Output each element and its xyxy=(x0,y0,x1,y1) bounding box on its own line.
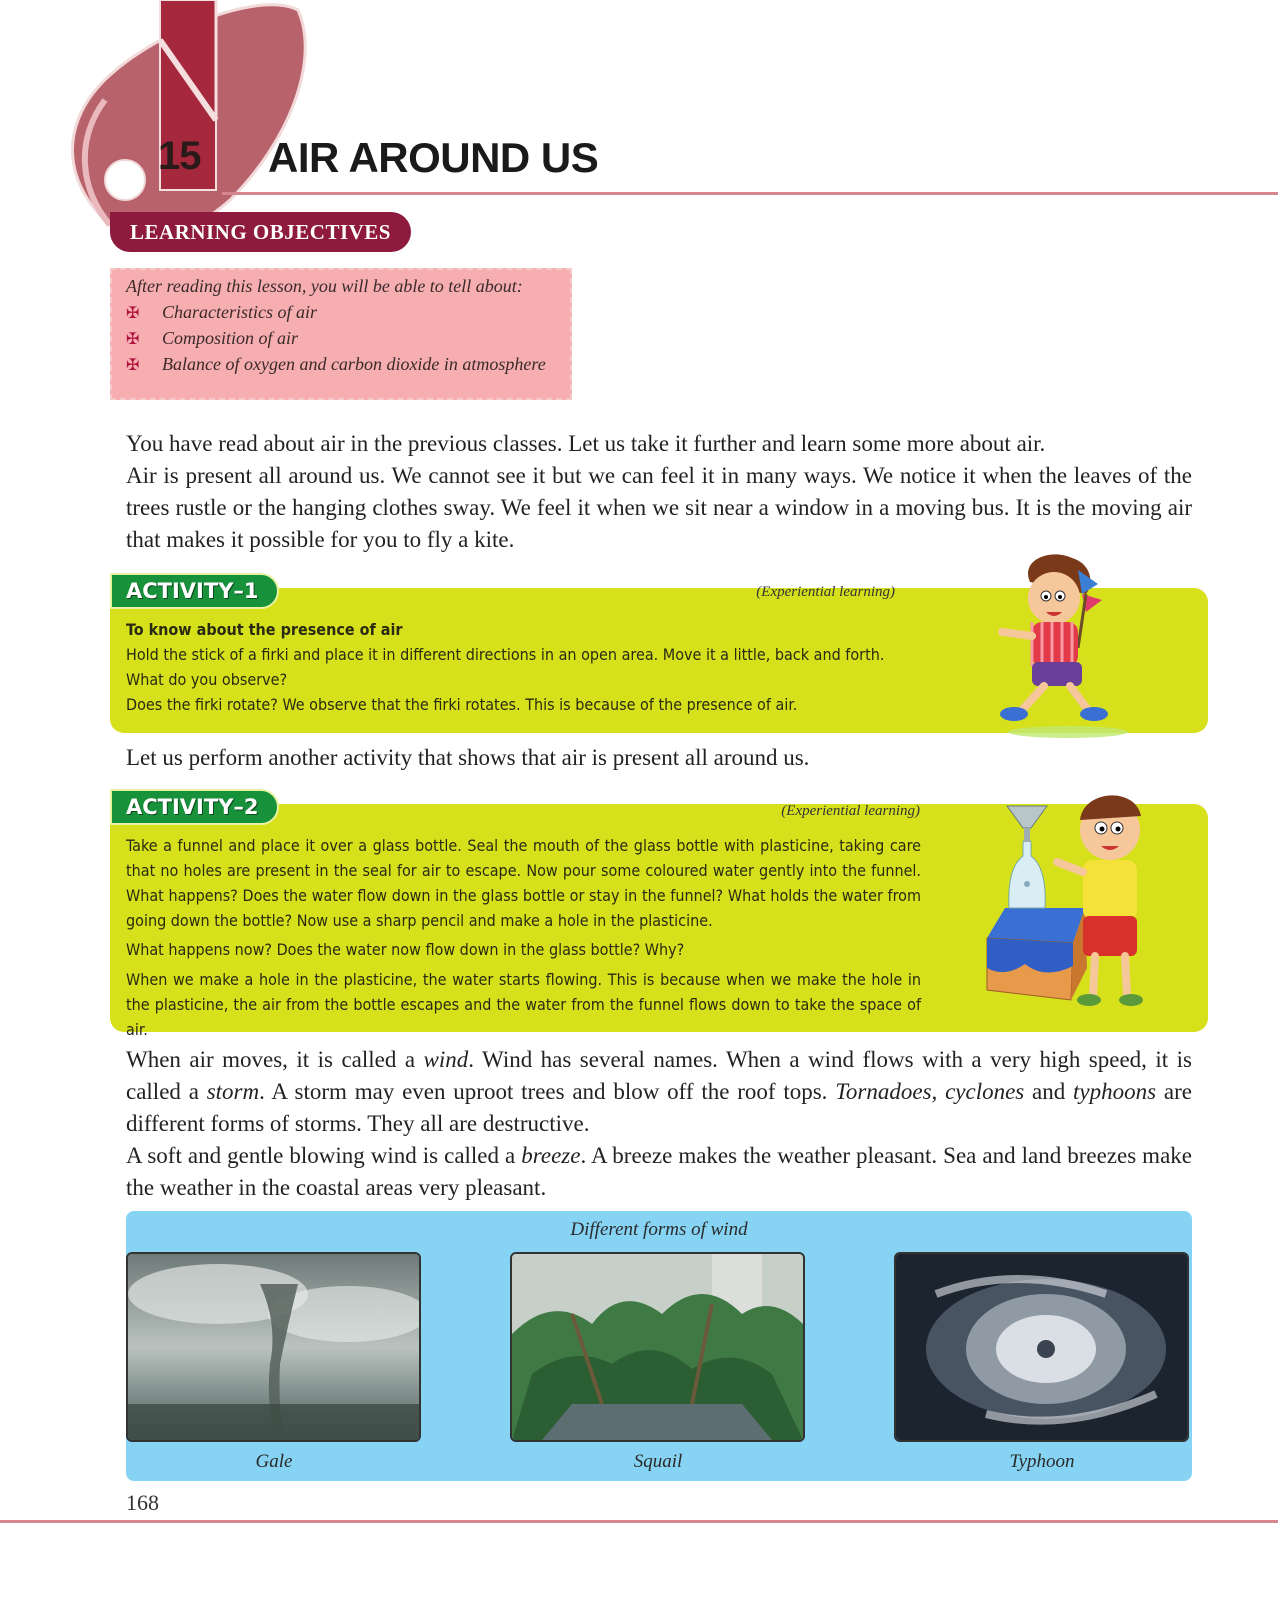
cross-pattee-icon: ✠ xyxy=(126,304,140,322)
activity-1-line: Does the firki rotate? We observe that the firki rotates. This is because of the presence of air. xyxy=(126,695,798,714)
activity-2-para-3: When we make a hole in the plasticine, the water starts flowing. This is because when we make the hole in the plasticine, the air from the bottle escapes and the water from the funnel flows down to take the space of air. xyxy=(126,970,921,1039)
funnel-bottle-boy-illustration xyxy=(965,768,1170,1018)
boy-with-firki-illustration xyxy=(990,550,1140,740)
activity-2-para-2: What happens now? Does the water now flow down in the glass bottle? Why? xyxy=(126,940,685,959)
term-tornadoes-cyclones: Tornadoes, cyclones xyxy=(835,1079,1025,1104)
activity-1-badge: ACTIVITY–1 xyxy=(110,573,279,609)
breeze-paragraph: A soft and gentle blowing wind is called a breeze. A breeze makes the weather pleasant. Sea and land breezes make the weather in the coastal areas very pleasant. xyxy=(126,1143,1192,1200)
activity-1-line: Hold the stick of a firki and place it in different directions in an open area. Move it a little, back and forth. xyxy=(126,645,885,664)
footer-rule xyxy=(0,1520,1278,1523)
cross-pattee-icon: ✠ xyxy=(126,356,140,374)
chapter-title: AIR AROUND US xyxy=(268,134,599,181)
learning-objectives-box xyxy=(110,268,572,400)
gale-photo xyxy=(126,1252,421,1442)
intro-paragraph-1: You have read about air in the previous classes. Let us take it further and learn some more about air. xyxy=(126,431,1046,456)
gale-label: Gale xyxy=(255,1451,293,1472)
intro-paragraph-2: Air is present all around us. We cannot see it but we can feel it in many ways. We notice it when the leaves of the trees rustle or the hanging clothes sway. We feel it when we sit near a window in a moving bus. It is the moving air that makes it possible for you to fly a kite. xyxy=(126,463,1192,552)
activity-1-heading: To know about the presence of air xyxy=(126,620,403,639)
typhoon-label: Typhoon xyxy=(1009,1451,1075,1472)
objectives-intro: After reading this lesson, you will be able to tell about: xyxy=(126,276,523,296)
activity-2-badge: ACTIVITY–2 xyxy=(110,789,279,825)
objective-item: ✠ Characteristics of air xyxy=(126,302,318,322)
bridge-text: Let us perform another activity that shows that air is present all around us. xyxy=(126,745,810,770)
term-wind: wind xyxy=(423,1047,469,1072)
term-storm: storm xyxy=(206,1079,260,1104)
activity-1-line: What do you observe? xyxy=(126,670,288,689)
activity-1-note: (Experiential learning) xyxy=(756,584,895,600)
chapter-number: 15 xyxy=(158,134,201,178)
learning-objectives-banner: LEARNING OBJECTIVES xyxy=(110,212,411,252)
wind-paragraph: When air moves, it is called a wind. Wind has several names. When a wind flows with a very high speed, it is called a storm. A storm may even uproot trees and blow off the roof tops. Tornadoes, cyclones and typhoons are different forms of storms. They all are destructive. xyxy=(126,1047,1192,1136)
objective-item: ✠ Composition of air xyxy=(126,328,299,348)
squail-photo xyxy=(510,1252,805,1442)
activity-1-text xyxy=(126,617,986,717)
cross-pattee-icon: ✠ xyxy=(126,330,140,348)
typhoon-photo xyxy=(894,1252,1189,1442)
wind-forms-caption: Different forms of wind xyxy=(570,1219,748,1240)
squail-label: Squail xyxy=(633,1451,683,1472)
objective-item: ✠ Balance of oxygen and carbon dioxide in atmosphere xyxy=(126,354,546,374)
term-breeze: breeze xyxy=(521,1143,581,1168)
activity-2-para-1: Take a funnel and place it over a glass bottle. Seal the mouth of the glass bottle with plasticine, taking care that no holes are present in the seal for air to escape. Now pour some coloured water gently into the funnel. What happens? Does the water flow down in the glass bottle or stay in the funnel? What holds the water from going down the bottle? Now use a sharp pencil and make a hole in the plasticine. xyxy=(126,836,921,930)
activity-2-note: (Experiential learning) xyxy=(781,803,920,819)
page-number: 168 xyxy=(126,1490,159,1515)
term-typhoons: typhoons xyxy=(1073,1079,1157,1104)
